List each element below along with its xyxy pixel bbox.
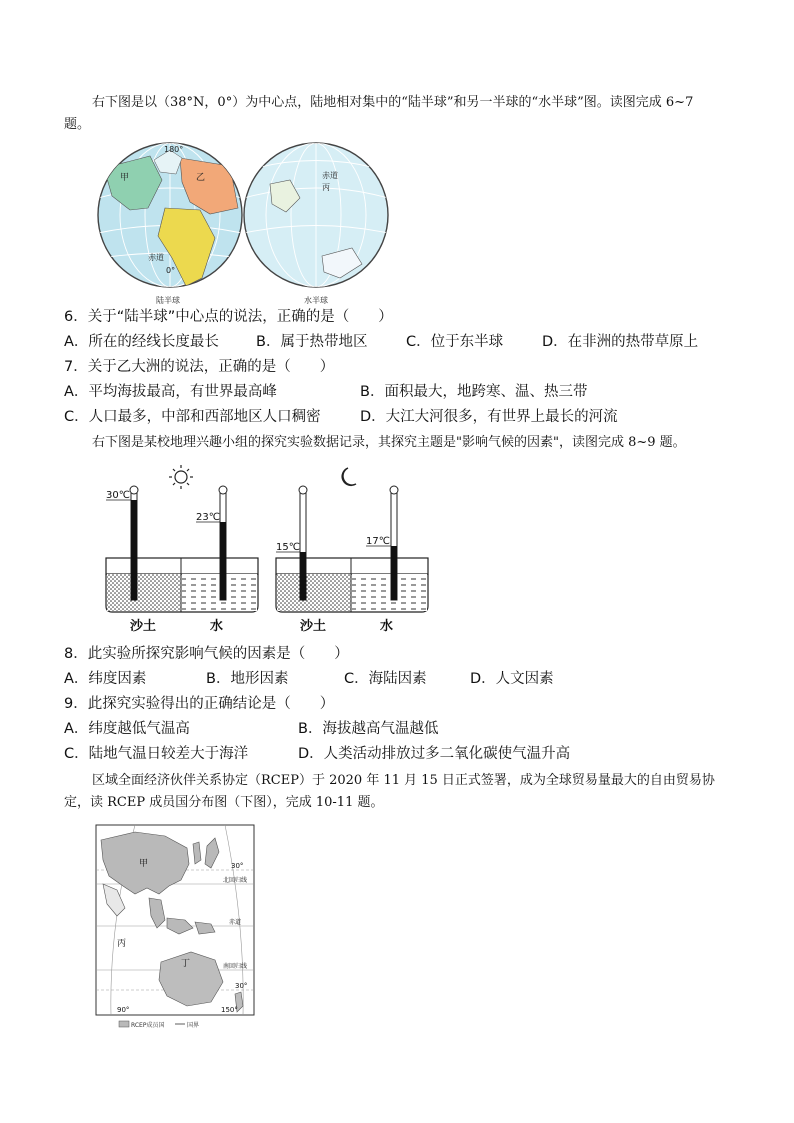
water-label-2: 水 bbox=[380, 619, 394, 634]
day-tank bbox=[106, 486, 258, 634]
land-hemisphere-caption: 陆半球 bbox=[156, 296, 180, 305]
q6-option-a[interactable]: A．所在的经线长度最长 bbox=[64, 334, 219, 350]
water-label: 水 bbox=[210, 619, 224, 634]
q9-option-b[interactable]: B．海拔越高气温越低 bbox=[298, 721, 439, 737]
sand-label-2: 沙土 bbox=[300, 619, 327, 634]
water-hemisphere-globe bbox=[244, 143, 388, 305]
q8-option-d[interactable]: D．人文因素 bbox=[470, 671, 554, 687]
night-water-temp: 17℃ bbox=[366, 536, 390, 547]
legend-border: 国界 bbox=[187, 1022, 200, 1029]
rcep-map bbox=[95, 824, 255, 1034]
hemisphere-figure bbox=[90, 138, 390, 308]
water-label-equator: 赤道 bbox=[322, 171, 338, 180]
water-hemisphere-caption: 水半球 bbox=[304, 296, 328, 305]
q9-option-c[interactable]: C．陆地气温日较差大于海洋 bbox=[64, 746, 249, 762]
label-0: 0° bbox=[166, 266, 176, 275]
map-lon-150: 150° bbox=[221, 1006, 238, 1014]
q6-option-b[interactable]: B．属于热带地区 bbox=[256, 334, 368, 350]
label-jia: 甲 bbox=[120, 173, 130, 183]
q7-option-a[interactable]: A．平均海拔最高，有世界最高峰 bbox=[64, 384, 277, 400]
map-lon-90: 90° bbox=[117, 1006, 130, 1014]
label-180: 180° bbox=[164, 145, 184, 154]
q6-option-c[interactable]: C．位于东半球 bbox=[406, 334, 504, 350]
q9-option-d[interactable]: D．人类活动排放过多二氧化碳使气温升高 bbox=[298, 746, 571, 762]
q7-stem: 7．关于乙大洲的说法，正确的是（ ） bbox=[64, 359, 335, 375]
night-sand-temp: 15℃ bbox=[276, 542, 300, 553]
map-lat-30s: 30° bbox=[235, 982, 248, 990]
intro-2: 右下图是某校地理兴趣小组的探究实验数据记录，其探究主题是"影响气候的因素"，读图完成 8~9 题。 bbox=[92, 435, 686, 450]
moon-icon bbox=[342, 468, 356, 485]
map-tropic-n: 北回归线 bbox=[223, 877, 248, 884]
q7-option-c[interactable]: C．人口最多，中部和西部地区人口稠密 bbox=[64, 409, 321, 425]
sun-icon bbox=[169, 465, 193, 489]
q8-stem: 8．此实验所探究影响气候的因素是（ ） bbox=[64, 646, 349, 662]
intro-1-line-2: 题。 bbox=[64, 117, 91, 132]
q8-option-b[interactable]: B．地形因素 bbox=[206, 671, 289, 687]
q6-stem: 6．关于“陆半球”中心点的说法，正确的是（ ） bbox=[64, 309, 393, 325]
q7-option-d[interactable]: D．大江大河很多，有世界上最长的河流 bbox=[360, 409, 618, 425]
intro-1-line-1: 右下图是以（38°N，0°）为中心点，陆地相对集中的“陆半球”和另一半球的“水半球”图。读图完成 6~7 bbox=[92, 95, 694, 110]
sand-label: 沙土 bbox=[130, 619, 157, 634]
q8-option-a[interactable]: A．纬度因素 bbox=[64, 671, 147, 687]
map-lat-30n: 30° bbox=[231, 862, 244, 870]
map-tropic-s: 南回归线 bbox=[223, 963, 248, 970]
q9-option-a[interactable]: A．纬度越低气温高 bbox=[64, 721, 190, 737]
label-yi: 乙 bbox=[196, 173, 206, 183]
map-label-jia: 甲 bbox=[139, 859, 149, 869]
experiment-figure bbox=[100, 462, 440, 642]
night-tank bbox=[276, 486, 428, 634]
intro-3-line-2: 定，读 RCEP 成员国分布图（下图），完成 10-11 题。 bbox=[64, 795, 384, 810]
map-legend bbox=[119, 1021, 199, 1029]
q6-option-d[interactable]: D．在非洲的热带草原上 bbox=[542, 334, 699, 350]
legend-member: RCEP成员国 bbox=[131, 1022, 165, 1029]
label-equator: 赤道 bbox=[148, 253, 164, 262]
map-equator: 赤道 bbox=[229, 919, 242, 926]
q9-stem: 9．此探究实验得出的正确结论是（ ） bbox=[64, 696, 335, 712]
q8-option-c[interactable]: C．海陆因素 bbox=[344, 671, 427, 687]
day-water-temp: 23℃ bbox=[196, 512, 220, 523]
land-hemisphere-globe bbox=[98, 143, 242, 305]
q7-option-b[interactable]: B．面积最大，地跨寒、温、热三带 bbox=[360, 384, 588, 400]
day-sand-temp: 30℃ bbox=[106, 490, 130, 501]
water-label-bing: 丙 bbox=[322, 183, 330, 192]
intro-3-line-1: 区域全面经济伙伴关系协定（RCEP）于 2020 年 11 月 15 日正式签署，成为全球贸易量最大的自由贸易协 bbox=[92, 773, 715, 788]
map-label-bing: 丙 bbox=[117, 939, 127, 949]
map-label-ding: 丁 bbox=[181, 959, 191, 969]
